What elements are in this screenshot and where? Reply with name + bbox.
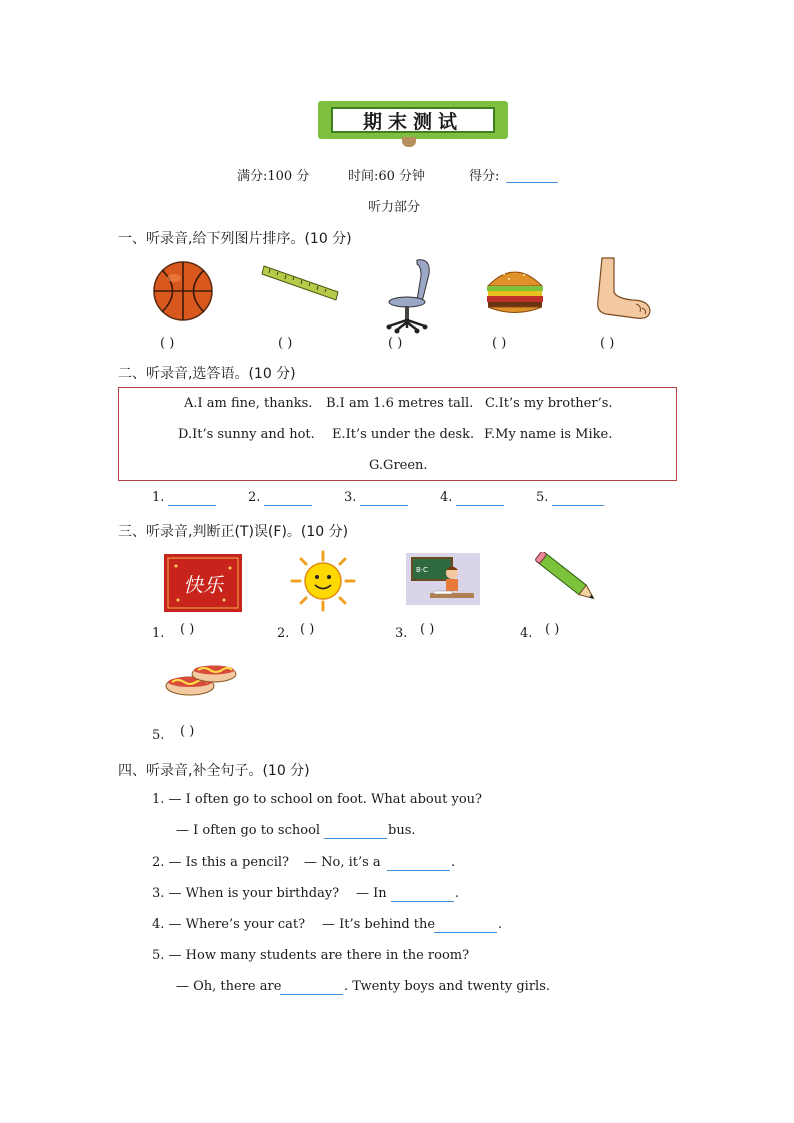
answer-blank[interactable] bbox=[552, 493, 604, 506]
judge-number: 2. bbox=[277, 626, 290, 641]
section-1-paren[interactable]: ( ) bbox=[278, 336, 293, 351]
sentence-2-question: 2. — Is this a pencil? bbox=[152, 855, 290, 870]
svg-text:B·C: B·C bbox=[416, 566, 428, 574]
answer-number: 4. bbox=[440, 490, 453, 505]
full-score: 满分:100 分 bbox=[237, 169, 310, 184]
listening-part-heading: 听力部分 bbox=[368, 200, 421, 215]
fill-blank[interactable] bbox=[391, 889, 454, 902]
answer-number: 2. bbox=[248, 490, 261, 505]
section-1-paren[interactable]: ( ) bbox=[600, 336, 615, 351]
section-1-paren[interactable]: ( ) bbox=[160, 336, 175, 351]
chair-icon bbox=[383, 256, 441, 334]
sentence-3-tail: . bbox=[455, 886, 460, 901]
judge-number: 1. bbox=[152, 626, 165, 641]
sentence-4-answer: — It’s behind the bbox=[322, 917, 436, 932]
sentence-4-tail: . bbox=[498, 917, 503, 932]
sentence-2-answer: — No, it’s a bbox=[304, 855, 381, 870]
answer-blank[interactable] bbox=[456, 493, 504, 506]
judge-number: 4. bbox=[520, 626, 533, 641]
basketball-icon bbox=[152, 260, 214, 322]
fill-blank[interactable] bbox=[280, 982, 343, 995]
sentence-5-answer: — Oh, there are bbox=[176, 979, 282, 994]
fill-blank[interactable] bbox=[434, 920, 497, 933]
score-blank[interactable] bbox=[506, 170, 558, 183]
judge-number: 5. bbox=[152, 728, 165, 743]
judge-number: 3. bbox=[395, 626, 408, 641]
answer-number: 3. bbox=[344, 490, 357, 505]
sun-icon bbox=[290, 550, 356, 612]
answer-blank[interactable] bbox=[264, 493, 312, 506]
section-4-title: 四、听录音,补全句子。(10 分) bbox=[118, 763, 310, 779]
section-1-paren[interactable]: ( ) bbox=[492, 336, 507, 351]
sentence-1-tail: bus. bbox=[388, 823, 416, 838]
pencil-icon bbox=[530, 552, 610, 608]
sentence-2-tail: . bbox=[451, 855, 456, 870]
foot-icon bbox=[592, 256, 656, 322]
section-2-title: 二、听录音,选答语。(10 分) bbox=[118, 366, 296, 382]
sentence-5-tail: . Twenty boys and twenty girls. bbox=[344, 979, 551, 994]
answer-blank[interactable] bbox=[360, 493, 408, 506]
option-g: G.Green. bbox=[369, 458, 428, 473]
sentence-3-answer: — In bbox=[356, 886, 387, 901]
hamburger-icon bbox=[484, 262, 546, 316]
page-title: 期末测试 bbox=[331, 107, 495, 133]
judge-paren[interactable]: ( ) bbox=[300, 622, 315, 637]
option-c: C.It’s my brother’s. bbox=[485, 396, 613, 411]
banner-tab bbox=[402, 137, 416, 147]
section-1-title: 一、听录音,给下列图片排序。(10 分) bbox=[118, 231, 352, 247]
option-e: E.It’s under the desk. bbox=[332, 427, 475, 442]
answer-number: 5. bbox=[536, 490, 549, 505]
answer-number: 1. bbox=[152, 490, 165, 505]
judge-paren[interactable]: ( ) bbox=[180, 622, 195, 637]
ruler-icon bbox=[260, 262, 340, 304]
happy-new-year-card-icon bbox=[164, 554, 242, 612]
answer-blank[interactable] bbox=[168, 493, 216, 506]
hot-dog-icon bbox=[162, 656, 240, 702]
section-1-paren[interactable]: ( ) bbox=[388, 336, 403, 351]
fill-blank[interactable] bbox=[387, 858, 450, 871]
sentence-5-question: 5. — How many students are there in the room? bbox=[152, 948, 470, 963]
option-f: F.My name is Mike. bbox=[484, 427, 613, 442]
option-a: A.I am fine, thanks. bbox=[184, 396, 313, 411]
sentence-1-answer: — I often go to school bbox=[176, 823, 321, 838]
sentence-3-question: 3. — When is your birthday? bbox=[152, 886, 340, 901]
section-3-title: 三、听录音,判断正(T)误(F)。(10 分) bbox=[118, 524, 349, 540]
judge-paren[interactable]: ( ) bbox=[545, 622, 560, 637]
fill-blank[interactable] bbox=[324, 826, 387, 839]
sentence-4-question: 4. — Where’s your cat? bbox=[152, 917, 306, 932]
time-limit: 时间:60 分钟 bbox=[348, 169, 426, 184]
judge-paren[interactable]: ( ) bbox=[420, 622, 435, 637]
score-label: 得分: bbox=[469, 169, 500, 184]
option-d: D.It’s sunny and hot. bbox=[178, 427, 315, 442]
card-text: 快乐 bbox=[183, 573, 223, 597]
title-banner bbox=[318, 101, 508, 141]
sentence-1-question: 1. — I often go to school on foot. What about you? bbox=[152, 792, 482, 807]
girl-at-blackboard-icon bbox=[406, 553, 480, 605]
judge-paren[interactable]: ( ) bbox=[180, 724, 195, 739]
option-b: B.I am 1.6 metres tall. bbox=[326, 396, 474, 411]
